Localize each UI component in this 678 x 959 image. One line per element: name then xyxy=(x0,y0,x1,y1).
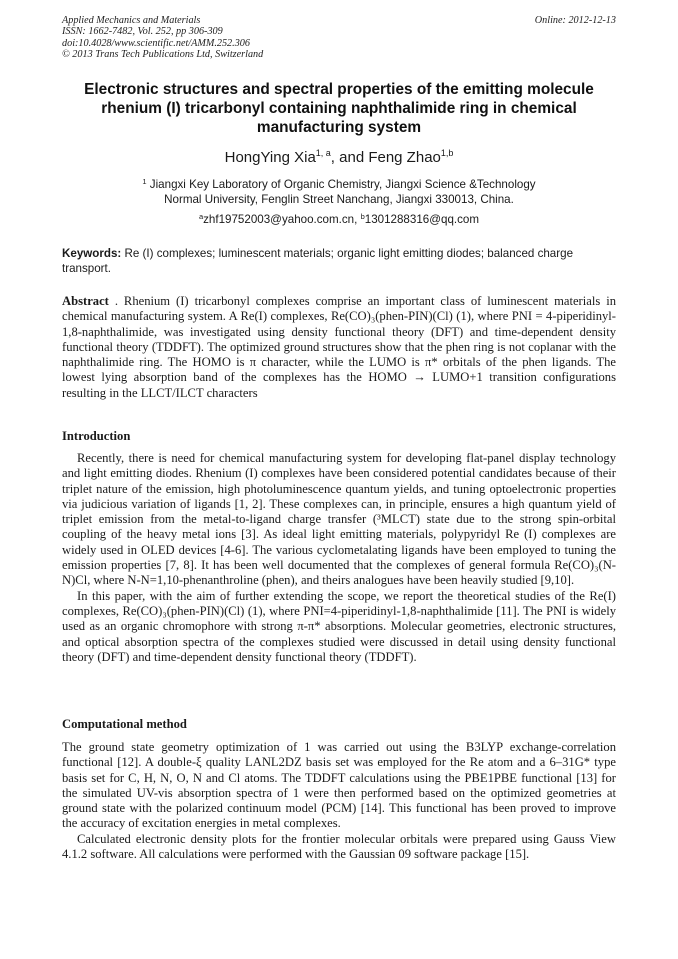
email-b-mark: b xyxy=(360,212,365,221)
keywords-text: Re (I) complexes; luminescent materials; organic light emitting diodes; balanced charge transport. xyxy=(62,247,574,275)
computational-body xyxy=(62,740,616,862)
computational-paragraph-1: The ground state geometry optimization of 1 was carried out using the B3LYP exchange-correlation functional [12]. A double-ξ quality LANL2DZ basis set was employed for the Re atom and a 6–31G* type basis set for C, H, N, O, N and Cl atoms. The TDDFT calculations using the PBE1PBE functional [13] for the simulated UV-vis absorption spectra of 1 were then performed based on the optimized geometries at ground state with the polarized continuum model (PCM) [14]. This functional has been proved to improve the accuracy of excitation energies in metal complexes. xyxy=(62,740,616,831)
email-line xyxy=(62,213,616,227)
paper-title: Electronic structures and spectral properties of the emitting molecule rhenium (I) tricarbonyl containing naphthalimide ring in chemical manufacturing system xyxy=(84,81,594,136)
affiliation-text-1: Jiangxi Key Laboratory of Organic Chemistry, Jiangxi Science &Technology xyxy=(146,178,536,191)
author-1: HongYing Xia xyxy=(224,149,316,166)
keywords xyxy=(62,247,616,276)
journal-name: Applied Mechanics and Materials xyxy=(62,15,201,26)
abstract xyxy=(62,294,616,401)
email-b: 1301288316@qq.com xyxy=(364,213,480,226)
journal-header xyxy=(62,15,616,61)
introduction-paragraph-2: In this paper, with the aim of further extending the scope, we report the theoretical studies of the Re(I) complexes, Re(CO)₃(phen-PIN)(Cl) (1), where PNI=4-piperidinyl-1,8-naphthalimide [11]. The PNI is widely used as an organic chromophore with strong π-π* absorptions. Molecular geometries, electronic structures, and optical absorption spectra of the complexes studied were discussed in detail using density functional theory (DFT) and time-dependent density functional theory (TDDFT). xyxy=(62,588,616,664)
email-a-mark: a xyxy=(198,212,204,221)
affiliation-line-1 xyxy=(62,177,616,192)
author-separator: , and xyxy=(330,149,369,166)
issn-line: ISSN: 1662-7482, Vol. 252, pp 306-309 xyxy=(62,26,223,38)
author-line xyxy=(62,149,616,167)
online-date: Online: 2012-12-13 xyxy=(534,15,616,26)
affiliation-mark: 1 xyxy=(142,177,147,186)
copyright-line: © 2013 Trans Tech Publications Ltd, Switzerland xyxy=(62,49,264,61)
abstract-label: Abstract xyxy=(62,294,109,308)
computational-paragraph-2: Calculated electronic density plots for the frontier molecular orbitals were prepared using Gauss View 4.1.2 software. All calculations were performed with the Gaussian 09 software package [15]. xyxy=(62,831,616,862)
author-1-affiliation-mark: 1, a xyxy=(315,148,331,158)
author-2-affiliation-mark: 1,b xyxy=(440,148,454,158)
doi-line: doi:10.4028/www.scientific.net/AMM.252.306 xyxy=(62,37,250,49)
email-a: zhf19752003@yahoo.com.cn, xyxy=(203,213,361,226)
affiliation xyxy=(62,177,616,207)
introduction-heading: Introduction xyxy=(62,429,131,443)
abstract-text: . Rhenium (I) tricarbonyl complexes comprise an important class of luminescent materials in chemical manufacturing system. A Re(I) complexes, Re(CO)₃(phen-PIN)(Cl) (1), where PNI = 4-piperidinyl-1,8-naphthalimide, was investigated using density functional theory (DFT) and time-dependent density functional theory (TDDFT). The optimized ground structures show that the phen ring is not coplanar with the naphthalimide ring. The HOMO is π character, while the LUMO is π* orbitals of the phen ligands. The lowest lying absorption band of the complexes has the HOMO → LUMO+1 transition configurations resulting in the LLCT/ILCT characters xyxy=(62,294,616,400)
affiliation-line-2: Normal University, Fenglin Street Nanchang, Jiangxi 330013, China. xyxy=(164,193,514,206)
computational-heading: Computational method xyxy=(62,717,187,731)
keywords-label: Keywords: xyxy=(62,247,122,260)
introduction-paragraph-1: Recently, there is need for chemical manufacturing system for developing flat-panel display technology and light emitting diodes. Rhenium (I) complexes have been considered potential candidates because of their triplet nature of the emission, high photoluminescence quantum yields, and tuning optoelectronic properties via judicious variation of ligands [1, 2]. These complexes can, in principle, ensures a high quantum yield of triplet emission from the metal-to-ligand charge transfer (³MLCT) state due to the strong spin-orbital coupling of the heavy metal ions [3]. As ideal light emitting materials, polypyridyl Re (I) complexes are widely used in OLED devices [4-6]. The various cyclometalating ligands have been employed to tuning the emission properties [7, 8]. It has been well documented that the complexes of general formula Re(CO)₃(N-N)Cl, where N-N=1,10-phenanthroline (phen), and theirs analogues have been heavily studied [9,10]. xyxy=(62,451,616,588)
introduction-body xyxy=(62,451,616,665)
author-2: Feng Zhao xyxy=(368,149,441,166)
